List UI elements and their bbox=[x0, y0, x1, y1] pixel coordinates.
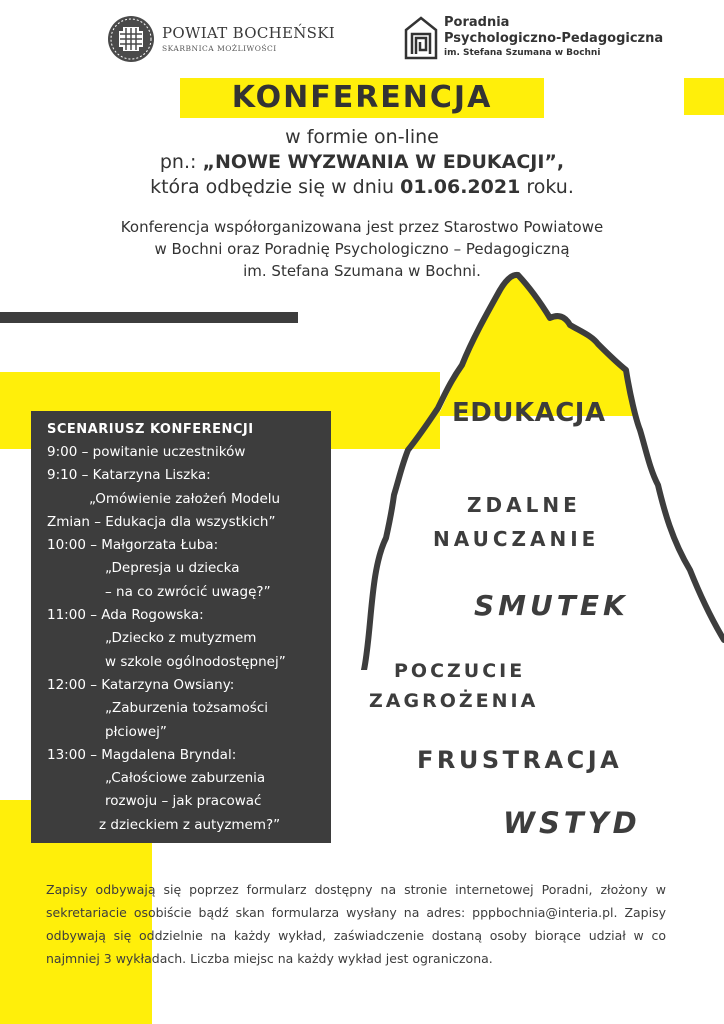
iceberg-word-wstyd: WSTYD bbox=[503, 806, 641, 840]
conference-date: 01.06.2021 bbox=[400, 176, 521, 198]
iceberg-word-zdalne: ZDALNE bbox=[467, 493, 581, 517]
schedule-line: 11:00 – Ada Rogowska: bbox=[47, 607, 204, 624]
iceberg-word-poczucie: POCZUCIE bbox=[394, 660, 526, 682]
right-yellow-band-top bbox=[684, 78, 724, 115]
conference-name: „NOWE WYZWANIA W EDUKACJI”, bbox=[202, 151, 565, 173]
schedule-line: „Całościowe zaburzenia bbox=[105, 770, 266, 787]
powiat-logo-icon bbox=[108, 16, 154, 62]
schedule-line: płciowej” bbox=[105, 723, 167, 740]
schedule-box bbox=[31, 411, 331, 843]
registration-info: Zapisy odbywają się poprzez formularz dostępny na stronie internetowej Poradni, złożony w sekretariacie osobiście bądź skan formularza wysłany na adres: pppbochnia@interia.pl. Zapisy odbywają się oddzielnie na każdy wykład, zaświadczenie dostaną osoby biorące udział w co najmniej 3 wykładach. Liczba miejsc na każdy wykład jest ograniczona. bbox=[46, 882, 666, 966]
subtitle-line2 bbox=[0, 151, 724, 173]
iceberg-word-nauczanie: NAUCZANIE bbox=[433, 527, 600, 551]
iceberg-tip-label: EDUKACJA bbox=[452, 398, 606, 428]
left-dark-bar bbox=[0, 312, 298, 323]
description-line1: Konferencja współorganizowana jest przez Starostwo Powiatowe bbox=[120, 218, 604, 236]
schedule-line: 9:00 – powitanie uczestników bbox=[47, 444, 246, 460]
org2-line1: Poradnia bbox=[444, 15, 510, 30]
grid-emblem-icon bbox=[108, 16, 154, 62]
schedule-line: 13:00 – Magdalena Bryndal: bbox=[47, 746, 237, 763]
subtitle-prefix: pn.: bbox=[159, 151, 203, 173]
description-line3: im. Stefana Szumana w Bochni. bbox=[243, 262, 481, 280]
subtitle-line1: w formie on-line bbox=[285, 126, 439, 148]
schedule-line: „Omówienie założeń Modelu bbox=[89, 490, 281, 507]
iceberg-word-zagrozenia: ZAGROŻENIA bbox=[369, 690, 539, 712]
iceberg-word-smutek: SMUTEK bbox=[474, 589, 629, 622]
schedule-line: w szkole ogólnodostępnej” bbox=[105, 653, 286, 670]
schedule-line: 9:10 – Katarzyna Liszka: bbox=[47, 467, 211, 484]
description-line2: w Bochni oraz Poradnię Psychologiczno – Pedagogiczną bbox=[154, 240, 570, 258]
schedule-line: z dzieckiem z autyzmem?” bbox=[99, 816, 281, 833]
subtitle-line3: która odbędzie się w dniu 01.06.2021 roku. bbox=[150, 176, 574, 198]
schedule-line: Zmian – Edukacja dla wszystkich” bbox=[47, 513, 276, 530]
schedule-line: „Zaburzenia tożsamości bbox=[105, 700, 269, 717]
poradnia-logo-icon bbox=[404, 16, 438, 60]
org1-tagline: SKARBNICA MOŻLIWOŚCI bbox=[162, 44, 277, 53]
org2-line2: Psychologiczno-Pedagogiczna bbox=[444, 31, 664, 46]
schedule-line: rozwoju – jak pracować bbox=[105, 793, 262, 810]
org1-name: POWIAT BOCHEŃSKI bbox=[162, 24, 335, 42]
org2-line3: im. Stefana Szumana w Bochni bbox=[444, 48, 601, 58]
schedule-line: 10:00 – Małgorzata Łuba: bbox=[47, 537, 219, 554]
schedule-heading: SCENARIUSZ KONFERENCJI bbox=[47, 422, 254, 437]
schedule-line: „Dziecko z mutyzmem bbox=[105, 630, 257, 647]
schedule-line: – na co zwrócić uwagę?” bbox=[105, 583, 271, 600]
schedule-line: „Depresja u dziecka bbox=[105, 560, 240, 577]
schedule-line: 12:00 – Katarzyna Owsiany: bbox=[47, 676, 235, 693]
page-title: KONFERENCJA bbox=[180, 78, 544, 118]
iceberg-word-frustracja: FRUSTRACJA bbox=[417, 746, 623, 774]
